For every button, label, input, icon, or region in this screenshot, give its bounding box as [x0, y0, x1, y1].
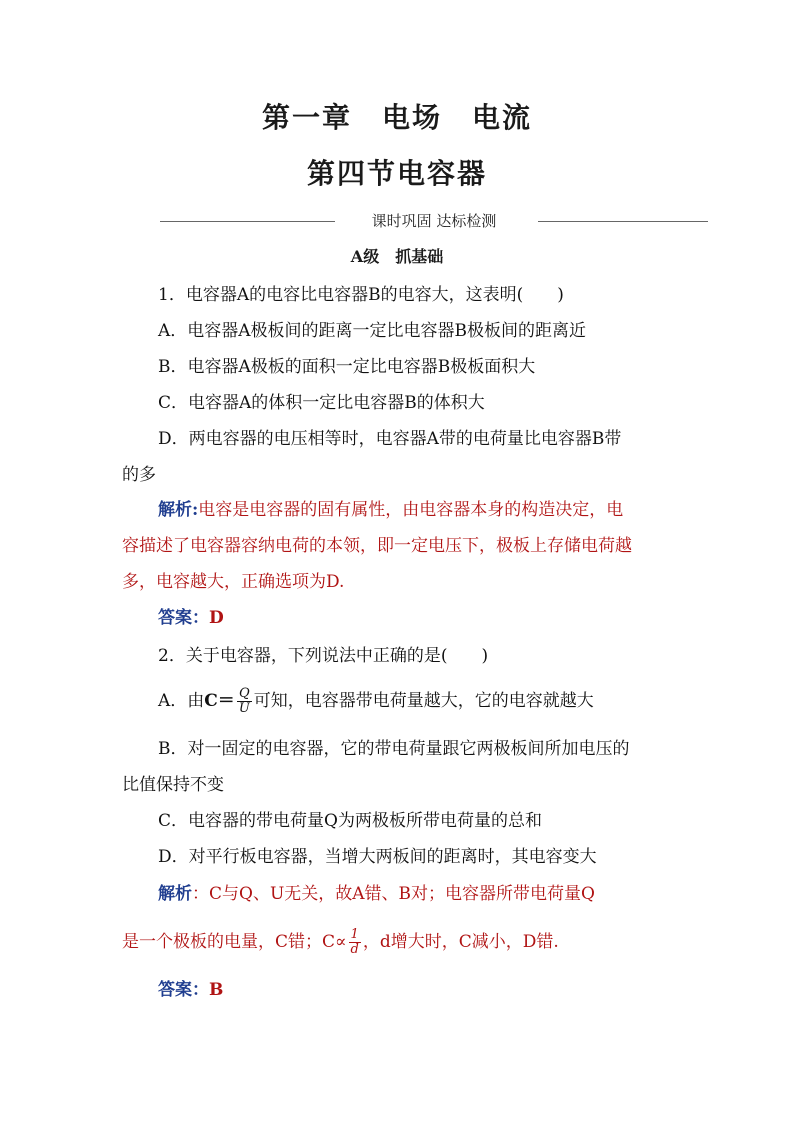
q2-option-a-lhs: C＝	[204, 691, 235, 711]
q1-analysis-text1: 电容是电容器的固有属性，由电容器本身的构造决定，电	[198, 500, 624, 520]
q2-formula-fraction	[237, 687, 252, 716]
fraction-denominator: U	[238, 701, 250, 716]
banner-divider-right	[538, 221, 708, 222]
q2-option-a-text: 可知，电容器带电荷量越大，它的电容就越大	[253, 691, 594, 711]
q1-option-b: B．电容器A极板的面积一定比电容器B极板面积大	[158, 357, 536, 377]
fraction-numerator: Q	[237, 687, 252, 702]
q1-analysis-label: 解析:	[158, 500, 199, 520]
q1-analysis-line1	[158, 498, 682, 522]
q1-option-d-line1: D．两电容器的电压相等时，电容器A带的电荷量比电容器B带	[158, 429, 622, 449]
fraction-numerator: 1	[349, 928, 361, 943]
q2-analysis-text1: ：C与Q、U无关，故A错、B对；电容器所带电荷量Q	[192, 884, 595, 904]
fraction-denominator: d	[350, 942, 359, 957]
level-heading: A级 抓基础	[350, 247, 444, 266]
q2-answer	[158, 978, 682, 1002]
q2-analysis-line2	[122, 928, 682, 957]
q2-analysis-line1	[158, 882, 682, 906]
q1-option-c: C．电容器A的体积一定比电容器B的体积大	[158, 393, 485, 413]
q2-option-c: C．电容器的带电荷量Q为两极板所带电荷量的总和	[158, 811, 542, 831]
q2-stem: 2．关于电容器，下列说法中正确的是( )	[158, 646, 489, 666]
q1-answer	[158, 606, 682, 630]
q1-answer-label: 答案：	[158, 608, 209, 628]
q2-analysis-label: 解析	[158, 884, 192, 904]
q1-analysis-line2: 容描述了电容器容纳电荷的本领，即一定电压下，极板上存储电荷越	[122, 536, 632, 556]
chapter-title: 第一章 电场 电流	[261, 101, 532, 134]
q2-option-a-prefix: A．由	[158, 691, 205, 711]
q2-analysis-text2: 是一个极板的电量，C错；C∝	[122, 932, 347, 952]
q2-analysis-fraction	[349, 928, 361, 957]
q2-analysis-text3: ，d增大时，C减小，D错.	[362, 932, 559, 952]
q1-stem: 1．电容器A的电容比电容器B的电容大，这表明( )	[158, 285, 564, 305]
section-title: 第四节电容器	[306, 157, 487, 190]
q2-answer-value: B	[209, 980, 224, 1000]
q1-analysis-line3: 多，电容越大，正确选项为D.	[122, 572, 345, 592]
q2-option-b-line2: 比值保持不变	[122, 775, 224, 795]
q2-option-a	[158, 687, 682, 716]
q1-option-a: A．电容器A极板间的距离一定比电容器B极板间的距离近	[158, 321, 587, 341]
q2-answer-label: 答案：	[158, 980, 209, 1000]
q1-option-d-line2: 的多	[122, 465, 156, 485]
banner-text: 课时巩固 达标检测	[371, 212, 497, 230]
q2-option-b-line1: B．对一固定的电容器，它的带电荷量跟它两极板间所加电压的	[158, 739, 630, 759]
q1-answer-value: D	[209, 608, 224, 628]
section-banner	[160, 210, 708, 232]
q2-option-d: D．对平行板电容器，当增大两板间的距离时，其电容变大	[158, 847, 597, 867]
